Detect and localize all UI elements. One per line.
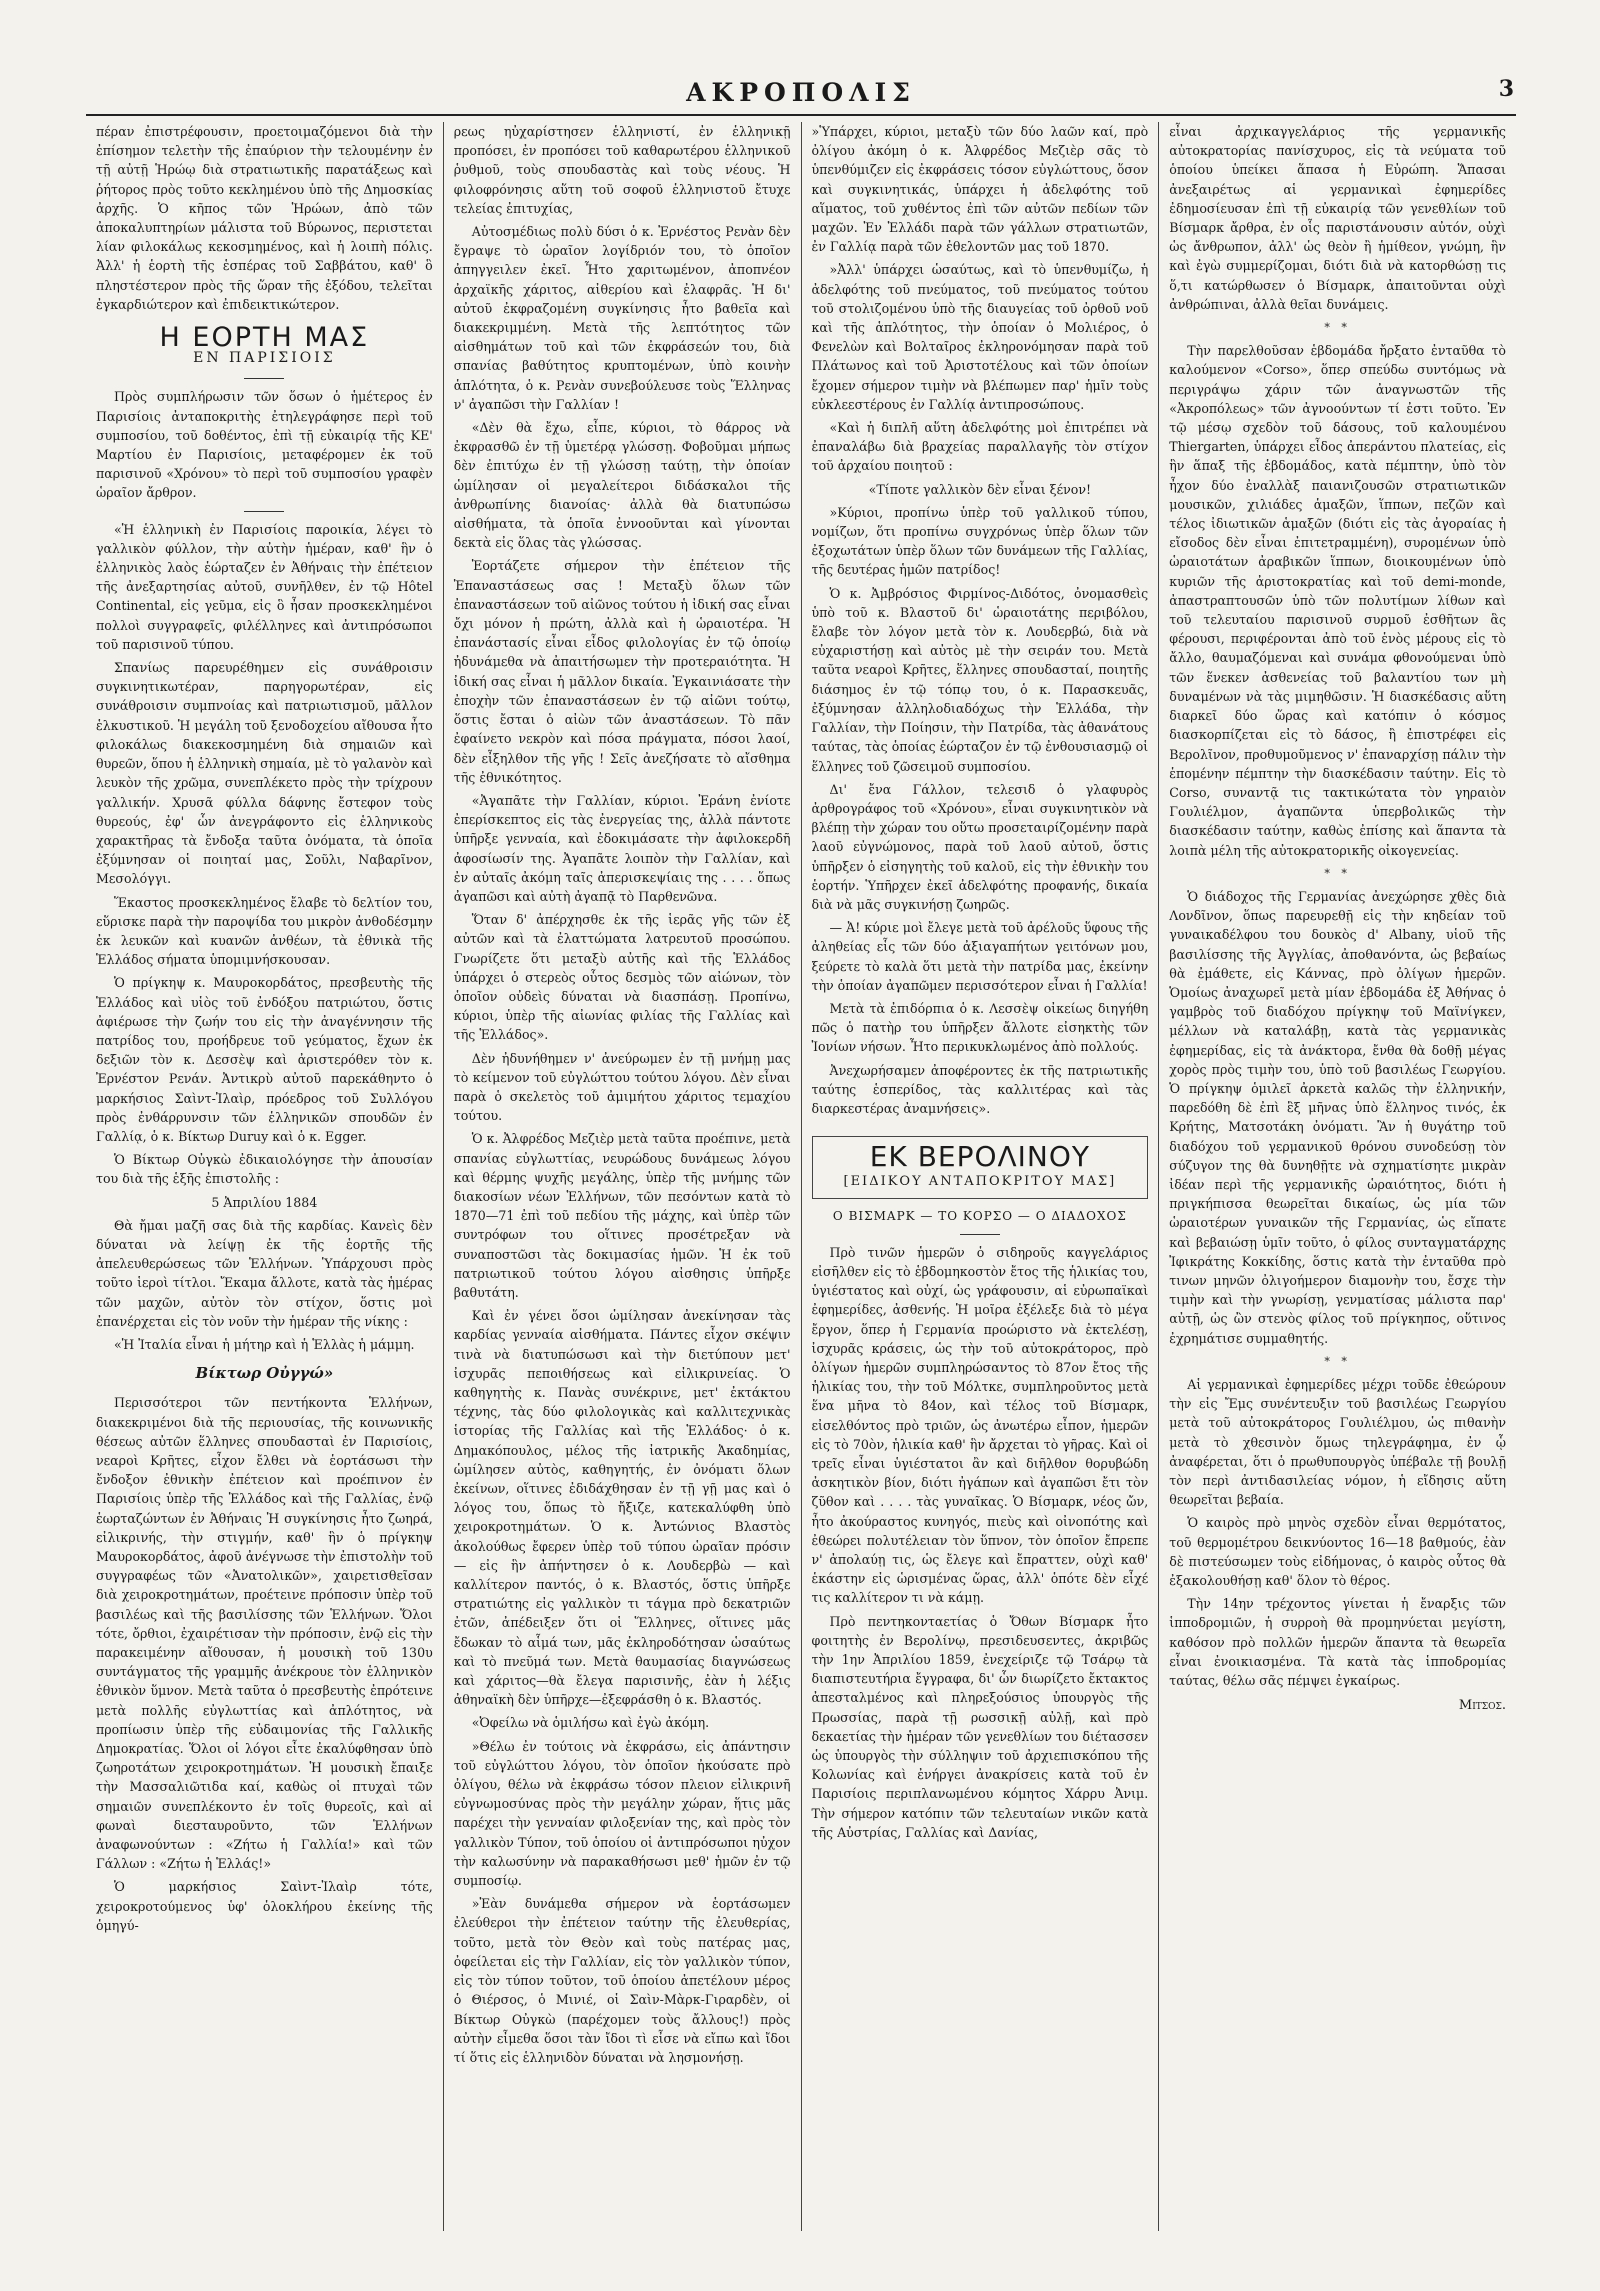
column-3	[801, 122, 1159, 2231]
letter-signature: Βίκτωρ Οὐγγώ»	[195, 1364, 334, 1383]
paragraph: Αἱ γερμανικαὶ ἐφημερίδες μέχρι τοῦδε ἐθεώρουν τὴν εἰς Ἔμς συνέντευξιν τοῦ βασιλέως Γεωργίου μετὰ τοῦ αὐτοκράτορος Γουλιέλμου, ὡς πιθανὴν μετὰ τὸ χθεσινὸν ὅμως τηλεγράφημα, ἐν ᾧ ἀναφέρεται, ὅτι ὁ πρωθυπουργὸς ὑπέβαλε τῇ βουλῇ τὸν περὶ ἀντιδασιλείας νόμον, ἡ εἴδησις αὕτη θεωρεῖται βεβαία.	[1169, 1377, 1506, 1508]
paragraph: «Ὀφείλω νὰ ὁμιλήσω καὶ ἐγὼ ἀκόμη.	[471, 1715, 710, 1731]
paragraph: Τὴν 14ην τρέχοντος γίνεται ἡ ἔναρξις τῶν ἱπποδρομιῶν, ἡ συρροὴ θὰ προμηνύεται μεγίστη, καθόσον πρὸ πολλῶν ἡμερῶν ἅπαντα τὰ θεωρεῖα εἶναι ἐνοικιασμένα. Τὰ κατὰ τὰς ἱπποδρομίας ταύτας, θέλω σᾶς πέμψει ἐγκαίρως.	[1169, 1596, 1506, 1689]
article-subheading: ΕΝ ΠΑΡΙΣΙΟΙΣ	[193, 350, 336, 367]
paragraph: «Καὶ ἡ διπλῆ αὕτη ἀδελφότης μοὶ ἐπιτρέπει νὰ ἐπαναλάβω διὰ βραχείας παραλλαγῆς τὸν στίχον τοῦ ἀρχαίου ποιητοῦ :	[811, 420, 1149, 474]
paragraph: Δὲν ἠδυνήθημεν ν' ἀνεύρωμεν ἐν τῇ μνήμῃ μας τὸ κείμενον τοῦ εὐγλώττου τούτου λόγου. Δὲν εἶναι παρὰ ὁ σκελετὸς τοῦ ἀμιμήτου χάριτος τεμαχίου τούτου.	[453, 1050, 791, 1124]
article-heading: Η ΕΟΡΤΗ ΜΑΣ	[159, 322, 370, 354]
paragraph: »Θέλω ἐν τούτοις νὰ ἐκφράσω, εἰς ἀπάντησιν τοῦ εὐγλώττου λόγου, τὸν ὁποῖον ἠκούσατε πρὸ ὀλίγου, θέλω νὰ ἐκφράσω τόσον πλειον εἰλικρινῆ εὐγνωμοσύνας πρὸς τὴν μεγάλην χώραν, ἥτις μᾶς παρέχει τὴν γενναίαν φιλοξενίαν της, καὶ πρὸς τὸν γαλλικὸν Τύπον, τοῦ ὁποίου οἱ ἀντιπρόσωποι ηὐχον τὴν καλωσύνην νὰ παρακαθήσωσι μεθ' ἡμῶν ἐν τῷ συμποσίῳ.	[453, 1738, 791, 1889]
verse: «Τίποτε γαλλικὸν δὲν εἶναι ξένον!	[868, 481, 1092, 497]
paragraph: »Κύριοι, προπίνω ὑπὲρ τοῦ γαλλικοῦ τύπου, νομίζων, ὅτι προπίνω συγχρόνως ὑπὲρ ὅλων τῶν ἐξοχωτάτων ὑπὲρ ὅλων τῶν δυνάμεων τῆς Γαλλίας, τῆς δευτέρας ἡμῶν πατρίδος!	[811, 504, 1149, 578]
section-subtitle: [ΕΙΔΙΚΟΥ ΑΝΤΑΠΟΚΡΙΤΟΥ ΜΑΣ]	[843, 1174, 1117, 1190]
section-header-box	[812, 1136, 1149, 1198]
paragraph: Ὁ Βίκτωρ Οὐγκὼ ἐδικαιολόγησε τὴν ἀπουσίαν του διὰ τῆς ἑξῆς ἐπιστολῆς :	[96, 1152, 433, 1187]
paragraph: Ὁ μαρκήσιος Σαὶντ-Ἰλαὶρ τότε, χειροκροτούμενος ὑφ' ὁλοκλήρου ἐκείνης τῆς ὁμηγύ-	[96, 1879, 433, 1933]
paragraph: Περισσότεροι τῶν πεντήκοντα Ἑλλήνων, διακεκριμένοι διὰ τῆς περιουσίας, τῆς κοινωνικῆς θέσεως αὐτῶν ἕλληνες σπουδασταὶ ἐν Παρισίοις, νεαροὶ Κρῆτες, εἶχον ἔλθει νὰ ἑορτάσωσι τὴν ἔνδοξον ἐθνικὴν ἐπέτειον καὶ προέπινον ἐν Παρισίοις ὑπὲρ τῆς Ἑλλάδος καὶ τῆς Γαλλίας, ἐνῷ ἑωρταζώντων ἐν Ἀθήναις Ἡ συγκίνησις ἦτο ζωηρά, εἰλικρινής, τὴν στιγμήν, καθ' ἣν ὁ πρίγκηψ Μαυροκορδάτος, ἀφοῦ ἀνέγνωσε τὴν ἐπιστολὴν τοῦ συγγραφέως τῶν «Ἀνατολικῶν», χαιρετισθεῖσαν διὰ χειροκροτημάτων, προέτεινε πρόποσιν ὑπὲρ τοῦ βασιλέως καὶ τῆς βασιλίσσης τῶν Ἑλλήνων. Ὅλοι τότε, ὄρθιοι, ἐχαιρέτισαν τὴν πρόποσιν, ἐνῷ εἰς τὴν παρακειμένην αἴθουσαν, ἡ μουσικὴ τοῦ 130υ συντάγματος τῆς γραμμῆς ἀνέκρουε τὸν ἑλληνικὸν ἐθνικὸν ὕμνον. Μετὰ ταῦτα ὁ πρεσβευτὴς ἐπρότεινε μετὰ πολλῆς εὐγλωττίας καὶ ἀπλότητος, νὰ προπίωσιν ὑπὲρ τῆς εὐδαιμονίας τῆς Γαλλικῆς Δημοκρατίας. Ὅλοι οἱ λόγοι εἶτε ἐκαλύφθησαν ὑπὸ ζωηροτάτων χειροκροτημάτων. Ἡ μουσικὴ ἔπαιξε τὴν Μασσαλιῶτιδα καί, καθὼς οἱ πτυχαὶ τῶν σημαιῶν συνεπλέκοντο ἐν τοῖς θυρεοῖς, καὶ αἱ φωναὶ διεσταυροῦντο, τῶν Ἑλλήνων ἀναφωνούντων : «Ζήτω ἡ Γαλλία!» καὶ τῶν Γάλλων : «Ζήτω ἡ Ἑλλάς!»	[96, 1395, 433, 1872]
asterism: * *	[1324, 321, 1351, 335]
paragraph: Ἕκαστος προσκεκλημένος ἔλαβε τὸ δελτίον του, εὕρισκε παρὰ τὴν παροψίδα του μικρὸν ἀνθοδέσμην ἐκ λευκῶν καὶ κυανῶν ἀνθέων, τὰ ἐθνικὰ τῆς Ἑλλάδος σήματα ὑπομιμνήσκουσαν.	[96, 894, 433, 968]
paragraph: «Ἡ ἑλληνικὴ ἐν Παρισίοις παροικία, λέγει τὸ γαλλικὸν φύλλον, τὴν αὐτὴν ἡμέραν, καθ' ἣν ὁ ἑλληνικὸς λαὸς ἑώρταζεν ἐν Ἀθήναις τὴν ἐπέτειον τῆς ἀνεξαρτησίας αὐτοῦ, συνῆλθεν, ἐν τῷ Hôtel Continental, εἰς γεῦμα, εἰς ὃ ἦσαν προσκεκλημένοι πολλοὶ συγγραφεῖς, φιλέλληνες καὶ ἀντιπρόσωποι τοῦ παρισινοῦ τύπου.	[96, 521, 433, 652]
divider	[244, 511, 284, 512]
column-1	[86, 122, 443, 2231]
paragraph: »Ἐὰν δυνάμεθα σήμερον νὰ ἑορτάσωμεν ἐλεύθεροι τὴν ἐπέτειον ταύτην τῆς ἐλευθερίας, τοῦτο, μετὰ τὸν Θεὸν καὶ τοὺς πατέρας μας, ὀφείλεται εἰς τὴν Γαλλίαν, εἰς τὸν γαλλικὸν τύπον, εἰς τὸν τύπον τοῦτον, τοῦ ὁποίου ἀπετέλουν μέρος ὁ Θιέρσος, ὁ Μινιέ, οἱ Σαὶν-Μὰρκ-Γιραρδὲν, οἱ Βίκτωρ Οὐγκὼ (παρέχομεν τοὺς ἄλλους!) πρὸς αὐτὴν εἶμεθα ὅσοι τὰν ἴδοι τὶ εἶσε νὰ εἴπω καὶ ἴδοι τί ὅτις εἰς ἑλληνιδὸν δύναται νὰ λησμονήσῃ.	[453, 1896, 791, 2065]
paragraph: «Δὲν θὰ ἔχω, εἶπε, κύριοι, τὸ θάρρος νὰ ἐκφρασθῶ ἐν τῇ ὑμετέρᾳ γλώσσῃ. Φοβοῦμαι μήπως δὲν ἐπιτύχω ἐν τῇ γλώσσῃ ταύτῃ, τὴν ὁποίαν ὡμίλησαν οἱ μεγαλείτεροι διδάσκαλοι τῆς ἀνθρωπίνης διανοίας· ἀλλὰ θὰ διατυπώσω αἰσθήματα, τὰ ὁποῖα ἐννοοῦνται καὶ γίνονται δεκτὰ εἰς ὅλας τὰς γλώσσας.	[453, 420, 791, 551]
paragraph: Πρὸ πεντηκονταετίας ὁ Ὄθων Βίσμαρκ ἦτο φοιτητὴς ἐν Βερολίνῳ, πρεσιδευσεντες, ἀκριβῶς τὴν 1ην Ἀπριλίου 1859, ἐνεχείριζε τῷ Τσάρῳ τὰ διαπιστευτήρια ἔγγραφα, δι' ὧν διωρίζετο ἔκτακτος ἀπεσταλμένος καὶ πληρεξούσιος ὑπουργὸς τῆς Πρωσσίας, παρὰ τῇ ρωσσικῇ αὐλῇ, καὶ πρὸ δεκαετίας τὴν ἡμέραν τῶν γενεθλίων του διέτασσεν ὡς ὑπουργὸς τὴν σύλληψιν τοῦ ἀρχιεπισκόπου τῆς Κολωνίας καὶ ἐνήργει ἀνακρίσεις κατὰ τοῦ ἐν Παρισίοις περιπλανωμένου κόμητος Χάρρυ Ἀνιμ. Τὴν σήμερον κατόπιν τῶν τελευταίων νικῶν κατὰ τῆς Αὐστρίας, Γαλλίας καὶ Δανίας,	[811, 1613, 1149, 1840]
paragraph: «Ἀγαπᾶτε τὴν Γαλλίαν, κύριοι. Ἐράνη ἐνίοτε ἐπερίσκεπτος εἰς τὰς ἐνεργείας της, ἀλλὰ πάντοτε ὑπῆρξε γενναία, καὶ ἐδοκιμάσατε τὴν ἀφιλοκερδῆ ἀφοσίωσίν της. Ἀγαπᾶτε λοιπὸν τὴν Γαλλίαν, καὶ ἐν αὐταῖς ἀκόμη ταῖς ἀπερισκεψίαις της . . . . ὅπως ἀγαπῶσι καὶ αὐτὴ ἀγαπᾷ τὸ Παρθενῶνα.	[453, 792, 791, 904]
paragraph: Ἑορτάζετε σήμερον τὴν ἐπέτειον τῆς Ἐπαναστάσεως σας ! Μεταξὺ ὅλων τῶν ἐπαναστάσεων τοῦ αἰῶνος τούτου ἡ ἰδική σας εἶναι ὄχι μόνον ἡ πρώτη, ἀλλὰ καὶ ἡ ὡραιοτέρα. Ἡ ἐπανάστασίς εἶναι εἶδος φιλολογίας ἐν τῷ ὁποίῳ ἠδυνάμεθα νὰ ἀπαιτήσωμεν τὴν προτεραιότητα. Ἡ ἰδική σας εἶναι ἡ μᾶλλον δικαία. Ἐγκαινιάσατε τὴν ἐποχὴν τῶν ἐπαναστάσεων ἐν τῷ αἰῶνι τούτῳ, ὅστις ἔσται ὁ αἰὼν τῶν ἀναστάσεων. Τὸ πᾶν ἐφαίνετο νεκρὸν καὶ πόσα πράγματα, πόσοι λαοί, δὲν εἶξηλθον τῆς γῆς ! Σεῖς ἀνεζήσατε τὸ αἴσθημα τῆς ἐθνικότητος.	[453, 558, 791, 785]
paragraph: Πρὸς συμπλήρωσιν τῶν ὅσων ὁ ἡμέτερος ἐν Παρισίοις ἀνταποκριτὴς ἐτηλεγράφησε περὶ τοῦ συμποσίου, τοῦ δοθέντος, ἐπὶ τῇ εὐκαιρίᾳ τῆς ΚΕ' Μαρτίου ἐν Παρισίοις, μεταφέρομεν ἐκ τοῦ παρισινοῦ «Χρόνου» τὸ περὶ τοῦ συμποσίου γραφὲν ὡραῖον ἄρθρον.	[96, 389, 433, 501]
paragraph: Ὁ πρίγκηψ κ. Μαυροκορδάτος, πρεσβευτὴς τῆς Ἑλλάδος καὶ υἱὸς τοῦ ἐνδόξου πατριώτου, ὅστις ἀφιέρωσε τὴν ζωήν του εἰς τὴν ἀναγέννησιν τῆς πατρίδος του, προήδρευε τοῦ γεύματος, ἔχων ἐκ δεξιῶν τὸν κ. Δεσσὲψ καὶ ἀριστερόθεν τὸν κ. Ἐρνέστον Ρενάν. Ἀντικρὺ αὐτοῦ παρεκάθηντο ὁ μαρκήσιος Σαὶντ-Ἰλαὶρ, πρόεδρος τοῦ Συλλόγου πρὸς ἐνθάρρυνσιν τῶν ἑλληνικῶν σπουδῶν ἐν Γαλλίᾳ, ὁ κ. Βίκτωρ Duruy καὶ ὁ κ. Egger.	[96, 975, 433, 1144]
paragraph: Ὅταν δ' ἀπέρχησθε ἐκ τῆς ἱερᾶς γῆς τῶν ἐξ αὐτῶν καὶ τὰ ἐλαττώματα λατρευτοῦ προσώπου. Γνωρίζετε ὅτι μεταξὺ αὐτῆς καὶ τῆς Ἑλλάδος ὑπάρχει ὁ στερεὸς οὗτος δεσμὸς τῶν αἰώνων, τὸν ὁποῖον οὐδεὶς δύναται νὰ διασπάσῃ. Προπίνω, κύριοι, ὑπὲρ τῆς αἰωνίας φιλίας τῆς Γαλλίας καὶ τῆς Ἑλλάδος».	[453, 912, 791, 1043]
page-number: 3	[1498, 76, 1514, 102]
paragraph: Δι' ἔνα Γάλλον, τελεσιδ ὁ γλαφυρὸς ἀρθρογράφος τοῦ «Χρόνου», εἶναι συγκινητικὸν νὰ βλέπῃ τὴν χώραν του οὕτω προσεταιρίζομένην παρὰ λαοῦ εὐγνώμονος, παρὰ τοῦ λαοῦ αὐτοῦ, ὅστις ὑπῆρξεν ὁ εἰσηγητὴς τοῦ καλοῦ, εἰς τὴν ἐθνικὴν του ἑορτήν. Ὑπῆρχεν ἐκεῖ ἀδελφότης προφανής, δικαία διὰ νὰ μᾶς συγκινήσῃ ζωηρῶς.	[811, 781, 1149, 912]
paragraph: »Ὑπάρχει, κύριοι, μεταξὺ τῶν δύο λαῶν καί, πρὸ ὀλίγου ἀκόμη ὁ κ. Ἀλφρέδος Μεζιὲρ σᾶς τὸ ὑπενθύμιζεν εἰς ἐκφράσεις τόσον εὐγλώττους, ὅσον καὶ συγκινητικάς, ὑπάρχει ἡ ἀδελφότης τοῦ αἵματος, τοῦ χυθέντος ἐπὶ τῶν αὐτῶν πεδίων τῶν μαχῶν. Ἐν Ἑλλάδι παρὰ τῶν γάλλων στρατιωτῶν, ἐν Γαλλίᾳ παρὰ τῶν ἐθελοντῶν μας τοῦ 1870.	[811, 124, 1149, 255]
author-signature: Μιτσος.	[1458, 1698, 1506, 1714]
paragraph: »Ἀλλ' ὑπάρχει ὡσαύτως, καὶ τὸ ὑπενθυμίζω, ἡ ἀδελφότης τοῦ πνεύματος, τοῦ πνεύματος τούτου τοῦ στολιζομένου ὑπὸ τῆς διαυγείας τοῦ ὀρθοῦ νοῦ καὶ τῆς ἁπλότητος, τὴν ὁποίαν ὁ Μολιέρος, ὁ Φενελὼν καὶ Βολταῖρος ἐκληρονόμησαν παρὰ τοῦ Πλάτωνος καὶ τοῦ Ἀριστοτέλους καὶ τῶν ὁποίων ἔχομεν σήμερον τιμὴν νὰ βλέπωμεν παρ' ἡμῖν τοὺς εὐκλεεστέρους ἐν Γαλλίᾳ ἀντιπροσώπους.	[811, 262, 1149, 412]
paragraph: Ὁ διάδοχος τῆς Γερμανίας ἀνεχώρησε χθὲς διὰ Λονδῖνον, ὅπως παρευρεθῇ εἰς τὴν κηδείαν τοῦ γυναικαδέλφου του δουκὸς d' Albany, υἱοῦ τῆς βασιλίσσης τῆς Ἀγγλίας, ἀποθανόντα, ὡς βεβαίως θὰ ἐμάθετε, εἰς Κάννας, πρὸ ὀλίγων ἡμερῶν. Ὁμοίως ἀναχωρεῖ μετὰ μίαν ἑβδομάδα ἐξ Ἀθήνας ὁ γαμβρὸς τοῦ διαδόχου πρίγκηψ τοῦ Μαϊνίγκεν, μέλλων νὰ καταλάβῃ, κατὰ τὰς γερμανικὰς ἐφημερίδας, εἰς τὰ ἀνάκτορα, ἔνθα θὰ δοθῇ μέγας χορὸς πρὸς τιμὴν του, ὑπὸ τοῦ βασιλέως Γεωργίου. Ὁ πρίγκηψ ὁμιλεῖ ἀρκετὰ καλῶς τὴν ἑλληνικήν, παρεδόθη δὲ ἐπὶ ἓξ μῆνας ὑπὸ ἕλληνος τινός, ἐκ Κρήτης, Ματσοτάκη ὀνόματι. Ἂν ἡ θυγάτηρ τοῦ διαδόχου τοῦ γερμανικοῦ θρόνου συνοδεύσῃ τὸν σύζυγον της θὰ δυνηθῇτε νὰ σχηματίσητε μικρὰν ἰδέαν περὶ τῆς γερμανικῆς ὡραιότητος, διότι ἡ πριγκήπισσα θεωρεῖται δικαίως, ὡς μία τῶν ὡραιοτέρων γυναικῶν τῆς Γερμανίας, ὡς εἴπατε καὶ βεβαιώσῃ ὑμῖν τοῦτο, ὁ φίλος συνταγματάρχης Ἰφικράτης Κοκκίδης, ὅστις κατὰ τὴν ἐνταῦθα πρὸ τινων μηνῶν ὀλιγοήμερον διαμονὴν του, ἔσχε τὴν τιμὴν καὶ τὴν γνωρίσῃ, γενματίσας μάλιστα παρ' αὐτῇ, ὡς ὢν στενὸς φίλος τοῦ πρίγκηπος, οὕτινος ἐχρημάτισε συμμαθητής.	[1169, 888, 1506, 1346]
column-4	[1158, 122, 1516, 2231]
paragraph: Τὴν παρελθοῦσαν ἑβδομάδα ἤρξατο ἐνταῦθα τὸ καλούμενον «Corso», ὅπερ σπεύδω συντόμως νὰ περιγράψω χάριν τῶν ἀναγνωστῶν τῆς «Ἀκροπόλεως» τῶν ἀγνοούντων τί ἐστι τοῦτο. Ἐν τῷ μέσῳ σχεδὸν τοῦ δάσους, τοῦ καλουμένου Thiergarten, ὑπάρχει εἶδος ἀπεράντου πλατείας, εἰς ἣν ἅπαξ τῆς ἑβδομάδος, κατὰ πέμπτην, ὑπὸ τὸν ἦχον δύο ἐναλλὰξ παιανιζουσῶν στρατιωτικῶν μουσικῶν, χιλιάδες ἁμαξῶν, ἵππων, πεζῶν καὶ τέλος ἰδιωτικῶν ἁμαξῶν (διότι εἰς τὰς ἀγοραίας ἡ εἴσοδος δὲν εἶναι ἐπιτετραμμένη), συρομένων ὑπὸ ὡραιοτάτων ἀραβικῶν ἵππων, διοικουμένων ὑπὸ κυριῶν τῆς ἀριστοκρατίας καὶ τοῦ demi-monde, ἀπαστραπτουσῶν ὑπὸ τῶν πολυτίμων λίθων καὶ τοῦ τελευταίου παρισινοῦ συρμοῦ ἐσθῆτων ἃς φέρουσι, περιφέρονται ἀπὸ τοῦ ἑνὸς μέρους εἰς τὸ ἄλλο, θαυμαζόμεναι καὶ συνάμα φθονούμεναι ὑπὸ τῶν ἕνεκεν ἀσθενείας τοῦ βαλαντίου των μὴ δυναμένων νὰ τὰς μιμηθῶσιν. Ἡ διασκέδασις αὕτη διαρκεῖ δύο ὥρας καὶ κατόπιν ὁ κόσμος διασκορπίζεται εἰς τὸ δάσος, ἢ ἐπιστρέφει εἰς Βερολῖνον, προθυμοῦμενος ν' ἐπαναρχίσῃ πάλιν τὴν ἑπομένην πέμπτην τὴν διασκέδασιν ταύτην. Εἰς τὸ Corso, συναντᾷ τις τακτικώτατα τὸν γηραιὸν Γουλιέλμον, ἀγαπῶντα ὑπερβολικῶς τὴν διασκέδασιν ταύτην, καθὼς ἐπίσης καὶ ἅπαντα τὰ λοιπὰ μέλη τῆς αὐτοκρατορικῆς οἰκογενείας.	[1169, 343, 1506, 858]
masthead	[86, 70, 1516, 116]
paragraph: Σπανίως παρευρέθημεν εἰς συνάθροισιν συγκινητικωτέραν, παρηγορωτέραν, εἰς συνάθροισιν συμπνοίας καὶ πατριωτισμοῦ, μᾶλλον ἑλκυστικοῦ. Ἡ μεγάλη τοῦ ξενοδοχείου αἴθουσα ἦτο φιλοκάλως διακεκοσμημένη διὰ σημαιῶν καὶ θυρεῶν, ὅπου ἡ ἑλληνικὴ σημαία, μὲ τὸ γαλανὸν καὶ λευκὸν τῆς χρῶμα, συνεπλέκετο πρὸς τὴν τρίχρουν γαλλικήν. Χρυσᾶ φύλλα δάφνης ἔστεφον τοὺς θυρεούς, ἐφ' ὧν ἀνεγράφοντο εἰς ἑλληνικοὺς χαρακτῆρας τὰ ἔνδοξα ταῦτα ὀνόματα, τὰ ὁποῖα ἐξύμνησαν οἱ ποιηταί μας, Σοῦλι, Ναβαρῖνον, Μεσολόγγι.	[96, 660, 433, 887]
paragraph: Ὁ καιρὸς πρὸ μηνὸς σχεδὸν εἶναι θερμότατος, τοῦ θερμομέτρου δεικνύοντος 16—18 βαθμούς, ἐὰν δὲ πιστεύσωμεν τοὺς εἰδήμονας, ὁ καιρὸς οὗτος θὰ ἐξακολουθήσῃ καθ' ὅλον τὸ θέρος.	[1169, 1515, 1506, 1589]
column-2	[443, 122, 801, 2231]
divider	[960, 1234, 1000, 1235]
paragraph: Ἀνεχωρήσαμεν ἀποφέροντες ἐκ τῆς πατριωτικῆς ταύτης ἑσπερίδος, τὰς καλλιτέρας καὶ τὰς διαρκεστέρας ἀναμνήσεις».	[811, 1062, 1149, 1116]
newspaper-title: ΑΚΡΟΠΟΛΙΣ	[686, 77, 916, 107]
paragraph: — Ἀ! κύριε μοὶ ἔλεγε μετὰ τοῦ ἀρέλοῦς ὕφους τῆς ἀληθείας εἷς τῶν δύο ἀξιαγαπήτων γειτόνων μου, ξεύρετε τὸ καλὰ ὅτι μετὰ τὴν πατρίδα μας, ἐκείνην τὴν ὁποίαν ἀγαπῶμεν περισσότερον εἶναι ἡ Γαλλία!	[811, 920, 1149, 993]
paragraph: εἶναι ἀρχικαγγελάριος τῆς γερμανικῆς αὐτοκρατορίας πανίσχυρος, εἰς τὰ νεύματα τοῦ ὁποίου ὑπείκει ἅπασα ἡ Εὐρώπη. Ἅπασαι ἀνεξαιρέτως αἱ γερμανικαὶ ἐφημερίδες ἐδημοσίευσαν ἐπὶ τῇ εὐκαιρίᾳ τῶν γενεθλίων τοῦ Βίσμαρκ ἄρθρα, ἐν οἷς παριστάνουσιν αὐτόν, οὐχὶ ὡς ἄνθρωπον, ἀλλ' ὡς θεὸν ἢ ἡμίθεον, γνώμη, ἣν καὶ ἐγὼ συμμερίζομαι, διότι διὰ νὰ κατορθώσῃ τις ὅ,τι κατώρθωσεν ὁ Βίσμαρκ, ἀπαιτοῦνται οὐχὶ ἀνθρώπιναι, ἀλλὰ θεῖαι δυνάμεις.	[1169, 124, 1506, 312]
paragraph: Μετὰ τὰ ἐπιδόρπια ὁ κ. Λεσσὲψ οἰκείως διηγήθη πῶς ὁ πατὴρ του ὑπῆρξεν ἄλλοτε εἰσηκτὴς τῶν Ἰονίων νήσων. Ἦτο περικυκλωμένος ἀπὸ πολλούς.	[811, 1000, 1149, 1055]
paragraph: πέραν ἐπιστρέφουσιν, προετοιμαζόμενοι διὰ τὴν ἐπίσημον τελετὴν τῆς ἐπαύριον τὴν τελουμένην ἐν τῇ αὐτῇ Ἡρώῳ διὰ στρατιωτικῆς παρατάξεως καὶ ῥήτορος πρὸς τοῦτο κεκλημένου ὑπὸ τῆς Δημοσκίας ἀρχῆς. Ὁ κῆπος τῶν Ἡρώων, ἀπὸ τῶν ἀποκαλυπτηρίων μάλιστα τοῦ Βύρωνος, περιστεται λίαν φιλοκάλως κεκοσμημένος, καὶ ἡ λοιπὴ πόλις. Ἀλλ' ἡ ἑορτὴ τῆς ἑσπέρας τοῦ Σαββάτου, καθ' ὃ πληστέστερον πρὸς τῆς ὥραν τῆς ἐξόδου, τελεῖται ἐγκαρδιώτερον καὶ ἐπιδεικτικώτερον.	[96, 124, 433, 312]
paragraph: Πρὸ τινῶν ἡμερῶν ὁ σιδηροῦς καγγελάριος εἰσῆλθεν εἰς τὸ ἑβδομηκοστὸν ἔτος τῆς ἡλικίας του, ὑγιέστατος καὶ οὐχί, ὡς γράφουσιν, αἱ εὐρωπαϊκαὶ ἐφημερίδες, ἀσθενής. Ἡ μοῖρα ἐξέλεξε διὰ τὸ μέγα ἔργον, ὅπερ ἡ Γερμανία προώριστο νὰ ἐκτελέσῃ, ἰσχυρᾶς κράσεις, ὡς τὴν τοῦ αὐτοκράτορος, πρὸ ὀλίγων ἡμερῶν συμπληρώσαντος τὸ 87ον ἔτος τῆς ἡλικίας του, τὴν τοῦ Μόλτκε, συμπληροῦντος μετὰ ἕνα μῆνα τὸ 84ον, καὶ τέλος τοῦ Βίσμαρκ, εἰσελθόντος πρὸ τριῶν, ὡς ἀνωτέρω εἶπον, ἡμερῶν εἰς τὸ 70ὸν, ἡλικία καθ' ἣν ἄρχεται τὸ γῆρας. Καὶ οἱ τρεῖς εἶναι ὑγιέστατοι ἂν καὶ διῆλθον θορυβώδη ἀσκητικὸν βίον, διότι ἠγάπων καὶ ἀγαπῶσι ἔτι τὸν ζῦθον καὶ . . . . τὰς γυναῖκας. Ὁ Βίσμαρκ, νέος ὤν, ἦτο ἀκούραστος κυνηγός, πιεὺς καὶ οἰνοπότης καὶ ἐθεώρει πολυτέλειαν τὸν ὕπνον, τὸν ὁποῖον ἔπρεπε ν' ἀπολαύῃ τις, ὡς ἔλεγε καὶ ἔπραττεν, οὐχὶ καθ' ἑκάστην εἰς ὡρισμένας ὥρας, ἀλλ' ὁπότε δὲν εἶχέ τις καλλίτερον τι νὰ κάμῃ.	[811, 1244, 1149, 1606]
section-summary: Ο ΒΙΣΜΑΡΚ — ΤΟ ΚΟΡΣΟ — Ο ΔΙΑΔΟΧΟΣ	[832, 1208, 1127, 1223]
paragraph: Ὁ κ. Ἀμβρόσιος Φιρμίνος-Διδότος, ὀνομασθεὶς ὑπὸ τοῦ κ. Βλαστοῦ δι' ὡραιοτάτης περιβόλου, ἔλαβε τὸν λόγον μετὰ τὸν κ. Λουδερβώ, διὰ νὰ εὐχαριστήσῃ καὶ αὐτὸς μὲ τὴν σειράν του. Μετὰ ταῦτα νεαροὶ Κρῆτες, ἕλληνες σπουδασταί, ποιητῆς διάσημος ἐν τῷ τόπῳ του, ὁ κ. Παρασκευᾶς, ἐξύμνησαν ἀλληλοδιαδόχως τὴν Ἑλλάδα, τὴν Γαλλίαν, τὴν Ποίησιν, τὴν Πατρίδα, τὰς ἀθανάτους ταύτας, τὰς ὁποίας ἑώρταζον ἐν τῷ ἐνθουσιασμῷ οἱ ἕλληνες τοῦ ζῶσειμοῦ συμποσίου.	[811, 585, 1149, 774]
divider	[244, 378, 284, 379]
paragraph: ρεως ηὐχαρίστησεν ἑλληνιστί, ἐν ἑλληνικῇ προπόσει, ἐν προπόσει τοῦ καθαρωτέρου ἑλληνικοῦ ῥυθμοῦ, τοὺς σπουδαστὰς καὶ τοὺς νέους. Ἡ φιλοφρόνησις αὕτη τοῦ σοφοῦ ἑλληνιστοῦ ἔτυχε τελείας ἐπιτυχίας,	[453, 124, 791, 216]
paragraph: Καὶ ἐν γένει ὅσοι ὡμίλησαν ἀνεκίνησαν τὰς καρδίας γενναία αἰσθήματα. Πάντες εἶχον σκέψιν τινὰ νὰ διατυπώσωσι καὶ τὴν διετύπουν μετ' ἰσχυρᾶς πεποιθήσεως καὶ εἰλικρινείας. Ὁ καθηγητὴς κ. Πανὰς συνέκρινε, μετ' ἐκτάκτου τέχνης, τὰς δύο φιλολογικὰς καὶ καλλιτεχνικὰς ἱστορίας τῆς Γαλλίας καὶ τῆς Ἑλλάδος· ὁ κ. Δημακόπουλος, μέλος τῆς ἰατρικῆς Ἀκαδημίας, ὡμίλησεν αὐτὸς, καθηγητής, ἐν ὀνόματι ὅλων ἐκείνων, οἵτινες ἐδιδάχθησαν ἐν τῇ γῇ μας καὶ ὁ λόγος του, ὅπως τὸ ἤξιζε, κατεκαλύφθη ὑπὸ χειροκροτημάτων. Ὁ κ. Ἀντώνιος Βλαστὸς ἀκολούθως ἔφερεν ὑπὲρ τοῦ τύπου ὡραῖαν πρόσιν — εἰς ἣν ἀπήντησεν ὁ κ. Λουδερβὼ — καὶ καλλίτερον παντός, ὁ κ. Βλαστός, ὅστις ὑπῆρξε στρατιώτης εἰς γαλλικὸν τι τάγμα πρὸ δεκατριῶν ἐτῶν, ἀπέδειξεν ὅτι οἱ Ἕλληνες, οἵτινες μᾶς ἔδωκαν τὸ αἷμά των, μᾶς ἐκληροδότησαν ὡσαύτως καὶ τὸ πνεῦμά των. Μετὰ θαυμασίας διαγνώσεως καὶ χάριτος—θὰ ἔλεγα παρισινῆς, ἐὰν ἡ λέξις ἀθηναϊκὴ δὲν ὑπῆρχε—ἐξεφράσθη ὁ κ. Βλαστός.	[453, 1308, 791, 1708]
asterism: * *	[1324, 1354, 1351, 1368]
section-title: ΕΚ ΒΕΡΟΛΙΝΟΥ	[869, 1140, 1091, 1174]
paragraph: Θὰ ἤμαι μαζῆ σας διὰ τῆς καρδίας. Κανεὶς δὲν δύναται νὰ λείψῃ ἐκ τῆς ἑορτῆς τῆς ἀπελευθερώσεως τῶν Ἑλλήνων. Ὑπάρχουσι πρὸς τοῦτο ἱεροὶ τίτλοι. Ἔκαμα ἄλλοτε, κατὰ τὰς ἡμέρας τῶν μαχῶν, αὐτὸν τὸν στίχον, ὅστις μοὶ ἐπανέρχεται εἰς τὸν νοῦν τὴν ἡμέραν τῆς νίκης :	[96, 1217, 433, 1329]
paragraph: Ὁ κ. Ἀλφρέδος Μεζιὲρ μετὰ ταῦτα προέπινε, μετὰ σπανίας εὐγλωττίας, νευρώδους δυνάμεως λόγου καὶ θέρμης ψυχῆς μεγάλης, ὑπὲρ τῆς μνήμης τῶν διακοσίων νέων Ἑλλήνων, τῶν πεσόντων κατὰ τὸ 1870—71 ἐπὶ τοῦ πεδίου τῆς μάχης, καὶ ὑπὲρ τῶν συντρόφων του οἵτινες προσέτρεξαν νὰ συναποστῶσι τὰς δοκιμασίας ἡμῶν. Ἡ ἐκ τοῦ πατριωτικοῦ τούτου λόγου αἰσθησις ὑπῆρξε βαθυτάτη.	[453, 1131, 791, 1300]
asterism: * *	[1324, 866, 1351, 880]
verse: «Ἡ Ἰταλία εἶναι ἡ μήτηρ καὶ ἡ Ἑλλὰς ἡ μάμμη.	[114, 1336, 415, 1352]
paragraph: Αὐτοσμέδιως πολὺ δύσι ὁ κ. Ἐρνέστος Ρενὰν δὲν ἔγραψε τὸ ὡραῖον λογίδριόν του, τὸ ὁποῖον ἀπηγγειλεν ἐκεῖ. Ἦτο χαριτωμένον, ἀποπνέον ἀρχαϊκῆς χάριτος, αἰθερίου καὶ ἐλαφρᾶς. Ἡ δι' αὐτοῦ ἐκφραζομένη συγκίνησις ἦτο βαθεῖα καὶ διακεκριμμένη. Μετὰ τῆς λεπτότητος τῶν αἰσθημάτων τοῦ καὶ τῶν ἐκφράσεών του, διὰ σπανίας βαθύτητος κρυπτομένων, ὑπὸ κοινὴν ἁπλότητα, ὁ κ. Ρενὰν συνεβούλευσε τοὺς Ἕλληνας ν' ἀγαπῶσι τὴν Γαλλίαν !	[453, 224, 791, 412]
letter-date: 5 Ἀπριλίου 1884	[211, 1194, 318, 1210]
columns	[86, 122, 1516, 2231]
